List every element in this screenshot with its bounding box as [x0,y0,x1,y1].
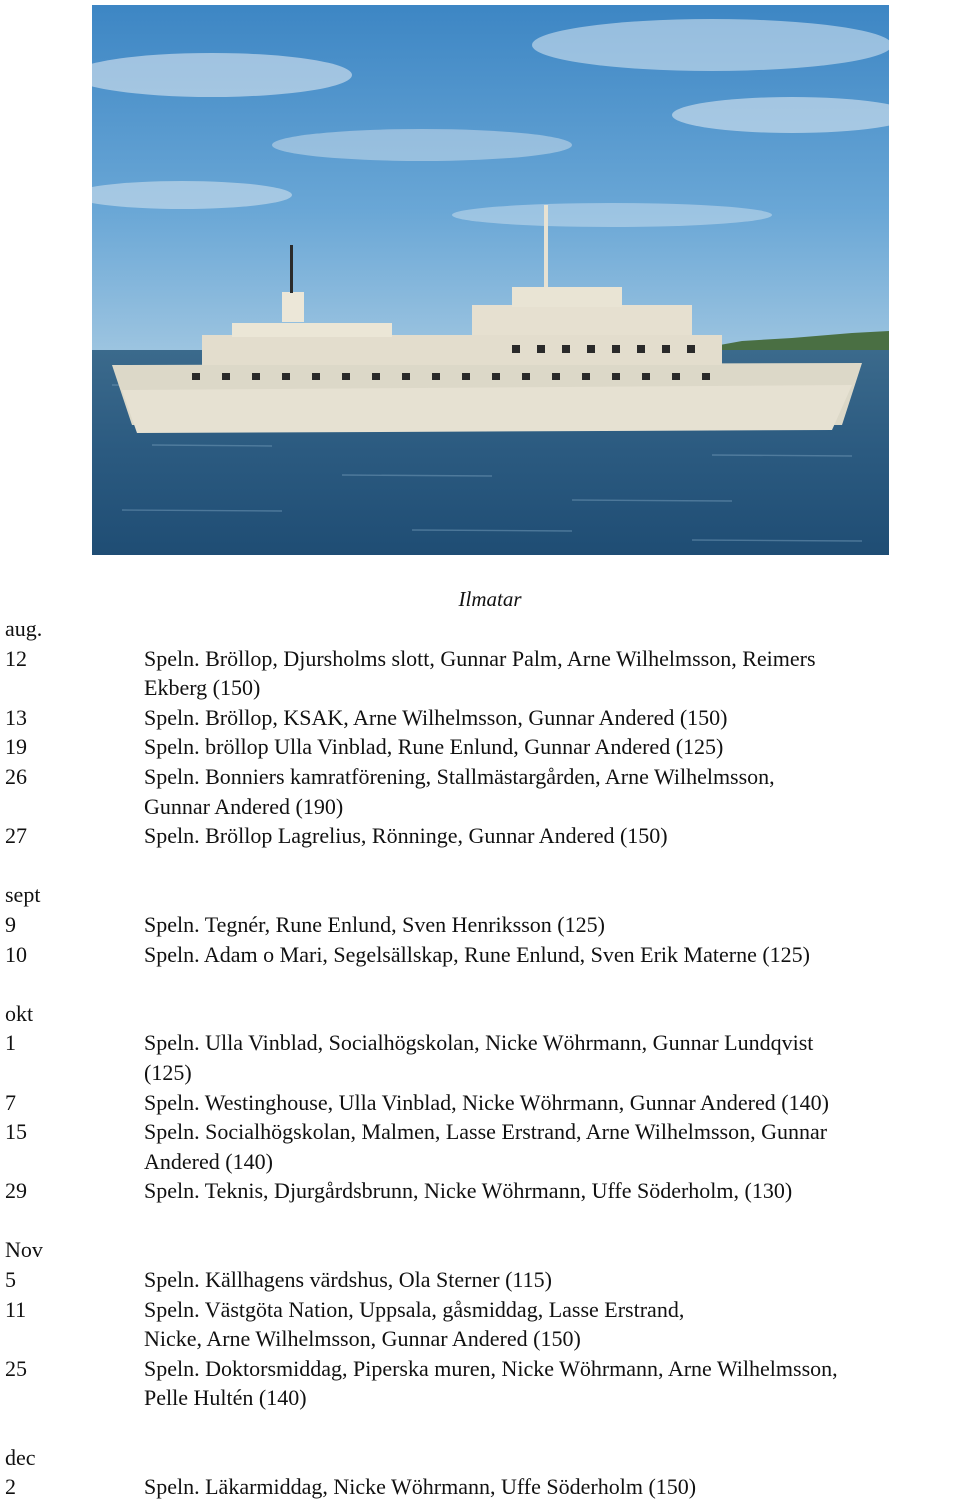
month-heading: okt [5,1000,34,1026]
event-text: Speln. Bröllop, Djursholms slott, Gunnar Palm, Arne Wilhelmsson, Reimers Ekberg (150) [144,645,816,701]
event-row [5,762,960,821]
event-day: 19 [5,734,27,760]
event-text: Speln. Bröllop Lagrelius, Rönninge, Gunnar Andered (150) [144,823,668,849]
event-row [5,821,960,851]
month-heading: sept [5,882,41,908]
event-day: 26 [5,763,27,789]
event-text: Speln. Socialhögskolan, Malmen, Lasse Erstrand, Arne Wilhelmsson, Gunnar Andered (140) [144,1119,828,1174]
event-text: Speln. Westinghouse, Ulla Vinblad, Nicke Wöhrmann, Gunnar Andered (140) [144,1089,829,1115]
month-gap [5,851,960,881]
event-day: 15 [5,1119,27,1145]
month-gap [5,969,960,999]
event-text: Speln. Tegnér, Rune Enlund, Sven Henriksson (125) [144,911,605,937]
ship-illustration [92,5,889,555]
event-text: Speln. Bonniers kamratförening, Stallmästargården, Arne Wilhelmsson, Gunnar Andered (190) [144,763,775,819]
event-row [5,1472,960,1502]
event-text: Speln. Bröllop, KSAK, Arne Wilhelmsson, Gunnar Andered (150) [144,704,728,730]
event-day: 13 [5,704,27,730]
event-day: 7 [5,1089,16,1115]
event-row [5,1295,960,1354]
month-gap [5,1206,960,1236]
month-heading: Nov [5,1237,43,1263]
event-day: 1 [5,1030,16,1056]
month-heading: dec [5,1444,36,1470]
event-day: 29 [5,1178,27,1204]
event-row [5,1265,960,1295]
event-row [5,940,960,970]
event-row [5,644,960,703]
event-row [5,1117,960,1176]
event-row [5,1028,960,1087]
event-list [5,614,960,1502]
event-text: Speln. Adam o Mari, Segelsällskap, Rune Enlund, Sven Erik Materne (125) [144,941,810,967]
photo-caption: Ilmatar [458,587,522,611]
event-text: Speln. bröllop Ulla Vinblad, Rune Enlund, Gunnar Andered (125) [144,734,724,760]
event-text: Speln. Västgöta Nation, Uppsala, gåsmiddag, Lasse Erstrand, Nicke, Arne Wilhelmsson, Gunnar Andered (150) [144,1296,685,1352]
event-row [5,703,960,733]
month-gap [5,1413,960,1443]
event-day: 2 [5,1474,16,1500]
event-day: 12 [5,645,27,671]
event-text: Speln. Källhagens värdshus, Ola Sterner (115) [144,1267,552,1293]
event-row [5,1088,960,1118]
event-row [5,910,960,940]
event-day: 11 [5,1296,27,1322]
event-text: Speln. Doktorsmiddag, Piperska muren, Nicke Wöhrmann, Arne Wilhelmsson, Pelle Hultén (140) [144,1355,838,1411]
event-text: Speln. Teknis, Djurgårdsbrunn, Nicke Wöhrmann, Uffe Söderholm, (130) [144,1178,793,1204]
event-text: Speln. Ulla Vinblad, Socialhögskolan, Nicke Wöhrmann, Gunnar Lundqvist (125) [144,1030,814,1085]
event-day: 9 [5,911,16,937]
event-row [5,1354,960,1413]
event-text: Speln. Läkarmiddag, Nicke Wöhrmann, Uffe Söderholm (150) [144,1474,697,1500]
event-row [5,732,960,762]
event-day: 27 [5,823,27,849]
event-row [5,1176,960,1206]
event-day: 25 [5,1355,27,1381]
month-heading: aug. [5,616,43,641]
ship-photo [92,5,889,555]
event-day: 5 [5,1267,16,1293]
event-day: 10 [5,941,27,967]
